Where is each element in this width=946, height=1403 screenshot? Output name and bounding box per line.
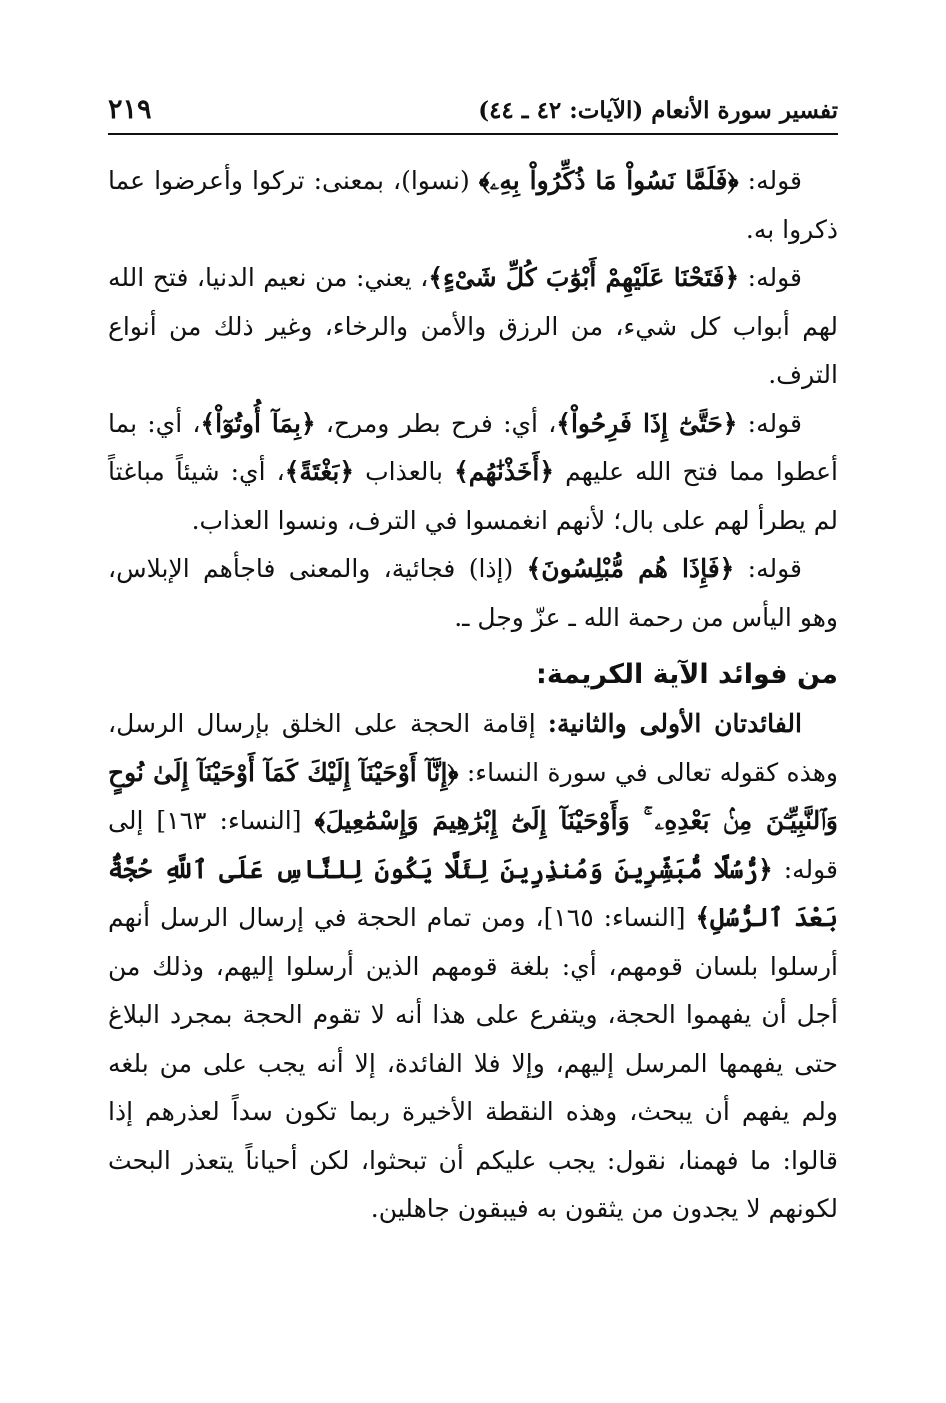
paragraph-4-lead: قوله: <box>734 554 802 583</box>
paragraph-3-text: ، أي: بما أعطوا مما فتح الله عليهم <box>108 408 838 486</box>
quran-quote: ﴿فَلَمَّا نَسُواْ مَا ذُكِّرُواْ بِهِۦ﴾ <box>478 166 739 195</box>
paragraph-3-text: بالعذاب <box>354 457 455 486</box>
benefit-text: إقامة الحجة على الخلق بإرسال الرسل، وهذه كقوله تعالى في سورة النساء: <box>108 709 838 787</box>
paragraph-4-text: (إذا) فجائية، والمعنى فاجأهم الإبلاس، وهو اليأس من رحمة الله ـ عزّ وجل ـ. <box>108 554 838 632</box>
benefit-label: الفائدتان الأولى والثانية: <box>547 709 802 738</box>
paragraph-3 <box>108 400 838 546</box>
quran-quote: ﴿بَغْتَةً﴾ <box>284 457 355 486</box>
benefits-paragraph <box>108 700 838 1234</box>
quran-quote: ﴿إِنَّآ أَوْحَيْنَآ إِلَيْكَ كَمَآ أَوْحَيْنَآ إِلَىٰ نُوحٍ وَٱلنَّبِيِّـۧنَ مِنۢ بَعْدِهِۦ ۚ وَأَوْحَيْنَآ إِلَىٰٓ إِبْرَٰهِيمَ وَإِسْمَٰعِيلَ﴾ <box>108 757 838 835</box>
benefit-text: [النساء: ١٦٣] إلى قوله: <box>108 806 839 884</box>
benefit-text: [النساء: ١٦٥]، ومن تمام الحجة في إرسال الرسل أنهم أرسلوا بلسان قومهم، أي: بلغة قومهم الذين أرسلوا إليهم، وذلك من أجل أن يفهموا الحجة، ويتفرع على هذا أنه لا تقوم الحجة بمجرد البلاغ حتى يفهمها المرسل إليهم، وإلا فلا الفائدة، إلا أنه يجب على من بلغه ولم يفهم أن يبحث، وهذه النقطة الأخيرة ربما تكون سداً لعذرهم إذا قالوا: ما فهمنا، نقول: يجب عليكم أن تبحثوا، لكن أحياناً يتعذر البحث لكونهم لا يجدون من يثقون به فيبقون جاهلين. <box>108 903 838 1223</box>
paragraph-4 <box>108 545 838 642</box>
header-rule <box>108 133 838 135</box>
page-number: ٢١٩ <box>108 94 152 125</box>
quran-quote: ﴿رُّسُلًا مُّبَشِّرِينَ وَمُنذِرِينَ لِئَلَّا يَكُونَ لِلنَّاسِ عَلَى ٱللَّهِ حُجَّةٌۢ بَعْدَ ٱلرُّسُلِ﴾ <box>108 854 839 932</box>
quran-quote: ﴿بِمَآ أُوتُوٓاْ﴾ <box>200 408 316 438</box>
running-title: تفسير سورة الأنعام (الآيات: ٤٢ ـ ٤٤) <box>478 97 838 124</box>
quran-quote: ﴿فَتَحْنَا عَلَيْهِمْ أَبْوَٰبَ كُلِّ شَىْءٍ﴾ <box>428 263 740 292</box>
section-heading: من فوائد الآية الكريمة: <box>536 659 838 690</box>
book-page <box>108 90 838 1234</box>
quran-quote: ﴿فَإِذَا هُم مُّبْلِسُونَ﴾ <box>526 554 735 583</box>
paragraph-1 <box>108 157 838 254</box>
quran-quote: ﴿أَخَذْنَٰهُم﴾ <box>454 457 555 486</box>
paragraph-3-text: ، أي: فرح بطر ومرح، <box>315 408 557 438</box>
paragraph-3-lead: قوله: <box>737 408 802 438</box>
paragraph-2 <box>108 254 838 400</box>
paragraph-2-lead: قوله: <box>739 263 802 292</box>
quran-quote: ﴿حَتَّىٰٓ إِذَا فَرِحُواْ﴾ <box>556 408 738 438</box>
paragraph-1-text: (نسوا)، بمعنى: تركوا وأعرضوا عما ذكروا به. <box>108 166 838 244</box>
paragraph-1-lead: قوله: <box>738 166 802 195</box>
paragraph-2-text: ، يعني: من نعيم الدنيا، فتح الله لهم أبواب كل شيء، من الرزق والأمن والرخاء، وغير ذلك من أنواع الترف. <box>108 263 838 389</box>
paragraph-3-text: ، أي: شيئاً مباغتاً لم يطرأ لهم على بال؛ لأنهم انغمسوا في الترف، ونسوا العذاب. <box>108 457 838 535</box>
running-header <box>108 90 838 133</box>
